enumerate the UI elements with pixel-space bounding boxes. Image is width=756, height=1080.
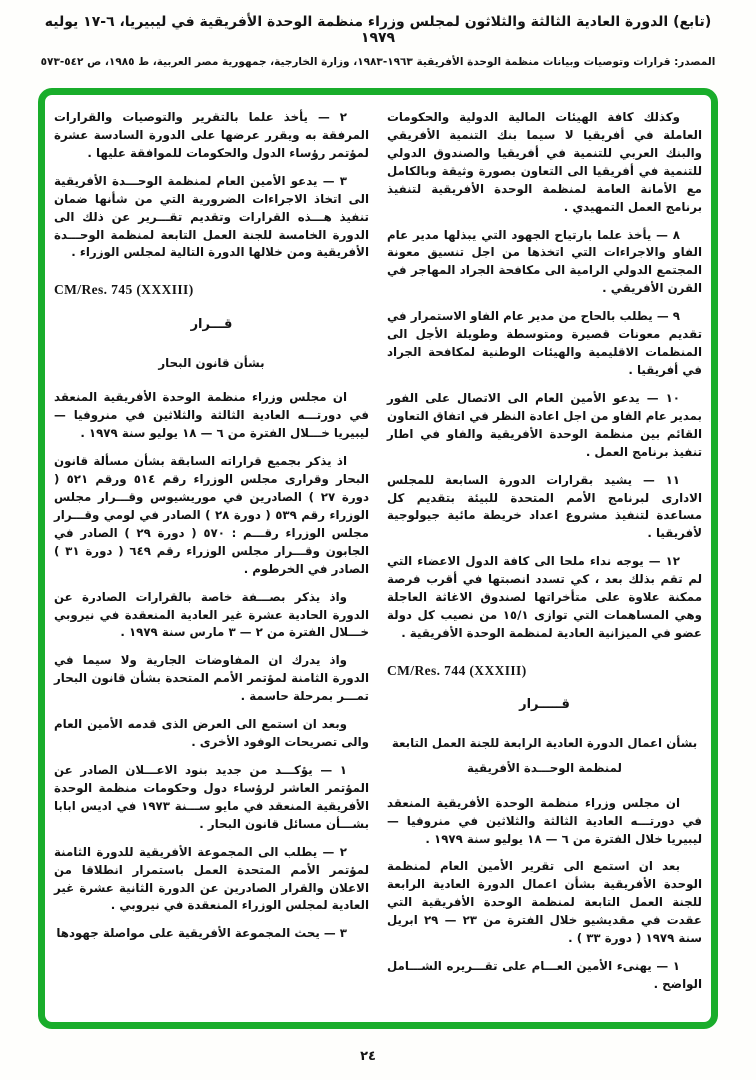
paragraph: ١ — يهنىء الأمين العـــام على تقـــريره الشـــامل الواضح . [387,959,702,991]
paragraph: واذ يدرك ان المفاوضات الجارية ولا سيما في الدورة الثامنة لمؤتمر الأمم المتحدة بشأن قانون البحار تمـــر بمرحلة حاسمة . [54,653,369,704]
paragraph: بعد ان استمع الى تقرير الأمين العام لمنظمة الوحدة الأفريقية بشأن اعمال الدورة العادية الرابعة للجنة العمل التابعة لمنظمة الوحدة الأفريقية التي عقدت في مقديشيو خلال الفترة من ٢٣ — ٢٩ ابريل سنة ١٩٧٩ ( دورة ٣٣ ) . [387,859,702,946]
header-source-citation: المصدر: قرارات وتوصيات وبيانات منظمة الوحدة الأفريقية ١٩٦٣-١٩٨٣، وزارة الخارجية، جمهورية مصر العربية، ط ١٩٨٥، ص ٥٤٢-٥٧٣ [40,56,716,68]
paragraph: ٩ — يطلب بالحاح من مدير عام الفاو الاستمرار في تقديم معونات قصيرة ومتوسطة وطويلة الأجل الى المنظمات الاقليمية والهيئات الوطنية لمكافحة الجراد في أفريقيا . [387,309,702,377]
page-header [40,14,716,68]
paragraph: ٢ — يطلب الى المجموعة الأفريقية للدورة الثامنة لمؤتمر الأمم المتحدة العمل باستمرار انطلاقا من الاعلان والقرار الصادرين عن الدورة الثانية عشرة غير العادية لمجلس الوزراء المنعقدة في نيروبي . [54,844,369,913]
paragraph: بشأن قانون البحار [158,355,265,370]
content-border-box [38,88,718,1029]
paragraph: قـــرار [190,316,233,332]
paragraph: ان مجلس وزراء منظمة الوحدة الأفريقية المنعقد في دورتـــه العادية الثالثة والثلاثين في منروفيا — ليبيريا خلال الفترة من ٦ — ١٨ يوليو سنة ١٩٧٩ . [387,795,702,846]
paragraph: ١١ — يشيد بقرارات الدورة السابعة للمجلس الادارى لبرنامج الأمم المتحدة للبيئة بتقديم كل مساعدة لتنفيذ مشروع اعداد خريطة مائية جيولوجية لأفريقيا . [387,472,702,541]
page-number: ٢٤ [360,1049,376,1064]
paragraph: ٨ — يأخذ علما بارتياح الجهود التي يبذلها مدير عام الفاو والاجراءات التي اتخذها من اجل تنسيق معونة المجتمع الدولي الرامية الى مكافحة الجراد المهاجر في القرن الأفريقي . [387,227,702,296]
column-right [387,109,702,1014]
paragraph: وبعد ان استمع الى العرض الذى قدمه الأمين العام والى تصريحات الوفود الأخرى . [54,717,369,750]
paragraph: ١٠ — يدعو الأمين العام الى الاتصال على الفور بمدير عام الفاو من اجل اعادة النظر في اتفاق التعاون القائم بين منظمة الوحدة الأفريقية والفاو في اطار تنفيذ برنامج العمل . [387,390,702,459]
paragraph: قـــــرار [519,697,570,713]
paragraph: ٣ — يحث المجموعة الأفريقية على مواصلة جهودها [56,926,347,941]
paragraph: ١٢ — يوجه نداء ملحا الى كافة الدول الاعضاء التي لم تقم بذلك بعد ، كي تسدد انصبتها في أقرب فرصة ممكنة علاوة على متأخراتها لصندوق الاغاثة العاجلة وهي المساهمات التي توازى ١٥/١ من نصيب كل دولة عضو في الميزانية العادية لمنظمة الوحدة الأفريقية . [387,554,702,640]
paragraph: بشأن اعمال الدورة العادية الرابعة للجنة العمل التابعة لمنظمة الوحـــدة الأفريقية [391,736,698,775]
paragraph: ان مجلس وزراء منظمة الوحدة الأفريقية المنعقد في دورتـــه العادية الثالثة والثلاثين في منروفيا — ليبيريا خـــلال الفترة من ٦ — ١٨ يوليو سنة ١٩٧٩ . [54,390,369,441]
paragraph: CM/Res. 744 (XXXIII) [387,662,527,678]
paragraph: اذ يذكر بجميع قراراته السابقة بشأن مسألة قانون البحار وقرارى مجلس الوزراء رقم ٥١٤ ورقم ٥٢١ ( دورة ٢٧ ) الصادرين في موريشيوس وقـــرار مجلس الوزراء رقم ٥٣٩ ( دورة ٢٨ ) الصادر في لومي وقـــرار مجلس الوزراء رقـــم : ٥٧٠ ( دورة ٢٩ ) الصادر في الجابون وقـــرار مجلس الوزراء رقم ٦٤٩ ( دورة ٣١ ) الصادر في الخرطوم . [54,454,370,576]
column-left [54,109,369,1014]
paragraph: ٢ — يأخذ علما بالتقرير والتوصيات والقرارات المرفقة به ويقرر عرضها على الدورة السادسة عشرة لمؤتمر رؤساء الدول والحكومات للموافقة عليها . [54,110,369,160]
paragraph: ٣ — يدعو الأمين العام لمنظمة الوحـــدة الأفريقية الى اتخاذ الاجراءات الضرورية التي من شأنها ضمان تنفيذ هـــذه القرارات وتقديم تقـــرير عن ذلك الى الدورة الخامسة للجنة العمل التابعة لمنظمة الوحـــدة الأفريقية ومن خلالها الدورة التالية لمجلس الوزراء . [54,173,369,260]
paragraph: ١ — يؤكـــد من جديد بنود الاعـــلان الصادر عن المؤتمر العاشر لرؤساء دول وحكومات منظمة الوحدة الأفريقية المنعقد في مايو ســـنة ١٩٧٣ في اديس ابابا بشـــأن مسائل قانون البحار . [54,763,369,831]
header-session-title: (تابع) الدورة العادية الثالثة والثلاثون لمجلس وزراء منظمة الوحدة الأفريقية في ليبيريا، ٦-١٧ يوليه ١٩٧٩ [44,14,712,46]
paragraph: CM/Res. 745 (XXXIII) [54,282,194,298]
paragraph: وكذلك كافة الهيئات المالية الدولية والحكومات العاملة في أفريقيا لا سيما بنك التنمية الأفريقي والبنك العربي للتنمية في أفريقيا والصندوق الدولي للتنمية في أفريقيا الى التعاون بصورة وثيقة وبالكامل مع الأمانة العامة لمنظمة الوحدة الأفريقية لتنفيذ برنامج العمل التمهيدي . [387,110,702,214]
paragraph: واذ يذكر بصـــفة خاصة بالقرارات الصادرة عن الدورة الحادية عشرة غير العادية المنعقدة في نيروبي خـــلال الفترة من ٢ — ٣ مارس سنة ١٩٧٩ . [54,589,369,640]
two-column-layout [54,109,702,1014]
